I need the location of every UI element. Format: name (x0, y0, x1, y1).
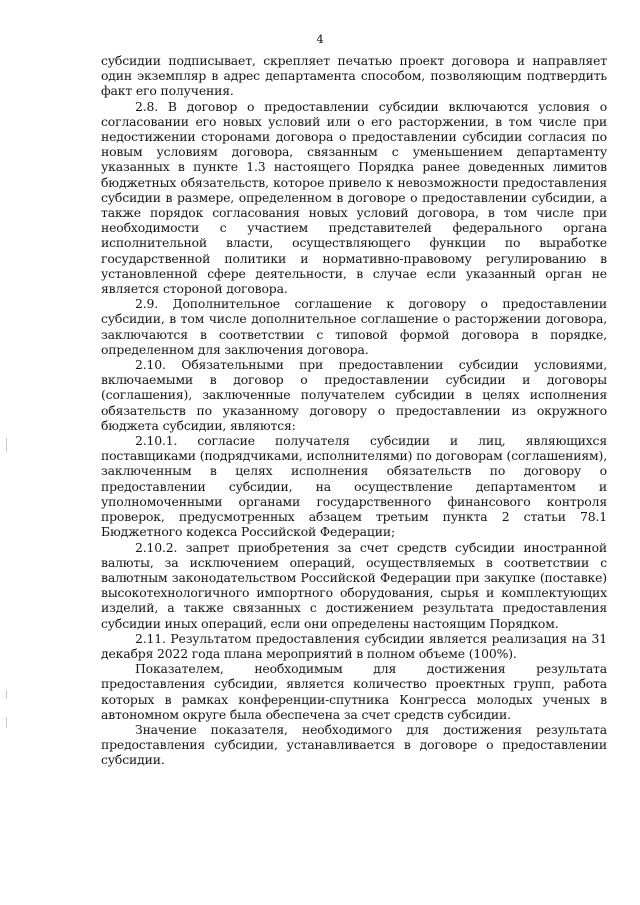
page-number: 4 (316, 32, 324, 46)
paragraph-2-10-1: 2.10.1. согласие получателя субсидии и лиц, являющихся поставщиками (подрядчиками, исполнителями) по договорам (соглашениям), заключенным в целях исполнения обязательств по договору о предоставлении субсидии, на осуществление департаментом и уполномоченными органами государственного финансового контроля проверок, предусмотренных абзацем третьим пункта 2 статьи 78.1 Бюджетного кодекса Российской Федерации; (101, 433, 607, 540)
scan-artifact (6, 438, 7, 452)
document-body (101, 53, 607, 768)
paragraph-2-8: 2.8. В договор о предоставлении субсидии включаются условия о согласовании его новых условий или о его расторжении, в том числе при недостижении сторонами договора о предоставлении субсидии согласия по новым условиям договора, связанным с уменьшением департаменту указанных в пункте 1.3 настоящего Порядка ранее доведенных лимитов бюджетных обязательств, которое привело к невозможности предоставления субсидии в размере, определенном в договоре о предоставлении субсидии, а также порядок согласования новых условий договора, в том числе при необходимости с участием представителей федерального органа исполнительной власти, осуществляющего функции по выработке государственной политики и нормативно-правовому регулированию в установленной сфере деятельности, в случае если указанный орган не является стороной договора. (101, 98, 607, 297)
paragraph-2-11: 2.11. Результатом предоставления субсидии является реализация на 31 декабря 2022 года плана мероприятий в полном объеме (100%). (101, 630, 607, 661)
paragraph-indicator: Показателем, необходимым для достижения результата предоставления субсидии, является количество проектных групп, работа которых в рамках конференции-спутника Конгресса молодых ученых в автономном округе была обеспечена за счет средств субсидии. (101, 661, 607, 722)
paragraph-2-10: 2.10. Обязательными при предоставлении субсидии условиями, включаемыми в договор о предоставлении субсидии и договоры (соглашения), заключенные получателем субсидии в целях исполнения обязательств по указанному договору о предоставлении из окружного бюджета субсидии, являются: (101, 357, 607, 433)
scan-artifact (6, 717, 7, 728)
scan-artifact (6, 690, 7, 699)
paragraph-2-10-2: 2.10.2. запрет приобретения за счет средств субсидии иностранной валюты, за исключением операций, осуществляемых в соответствии с валютным законодательством Российской Федерации при закупке (поставке) высокотехнологичного импортного оборудования, сырья и комплектующих изделий, а также связанных с достижением результата предоставления субсидии иных операций, если они определены настоящим Порядком. (101, 539, 607, 631)
paragraph-2-9: 2.9. Дополнительное соглашение к договору о предоставлении субсидии, в том числе дополнительное соглашение о расторжении договора, заключаются в соответствии с типовой формой договора в порядке, определенном для заключения договора. (101, 296, 607, 357)
paragraph-continuation: субсидии подписывает, скрепляет печатью проект договора и направляет один экземпляр в адрес департамента способом, позволяющим подтвердить факт его получения. (101, 53, 607, 99)
paragraph-indicator-value: Значение показателя, необходимого для достижения результата предоставления субсидии, устанавливается в договоре о предоставлении субсидии. (101, 721, 607, 768)
